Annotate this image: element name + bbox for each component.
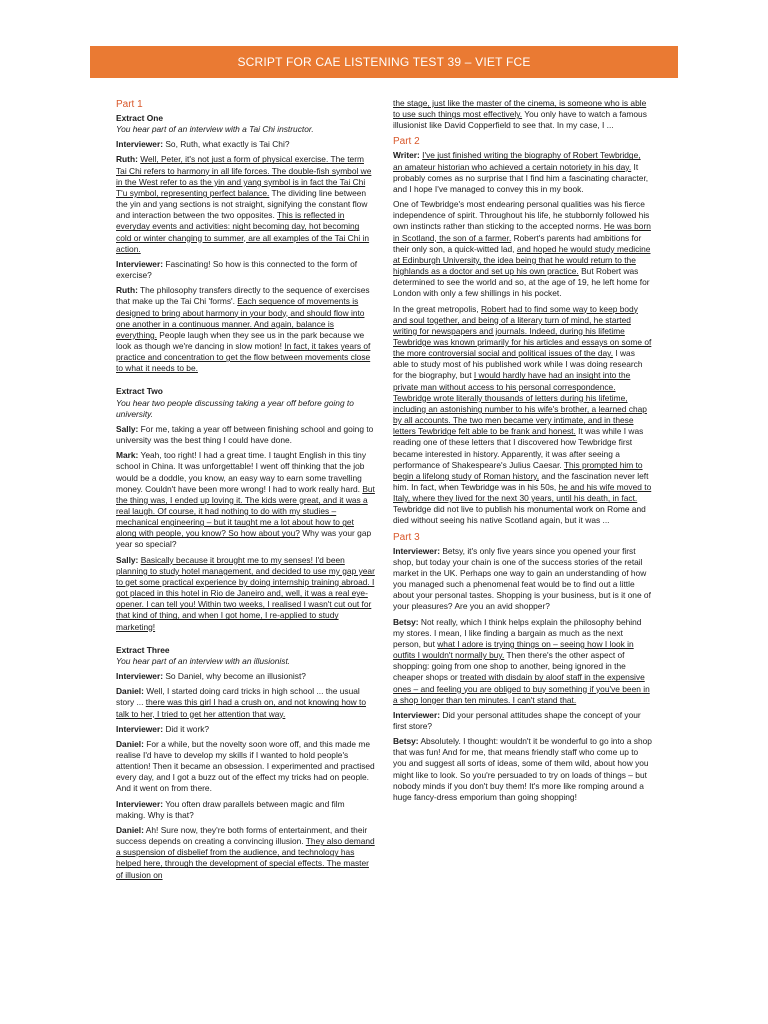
script-paragraph (116, 799, 376, 821)
speech-text: You often draw parallels between magic and film making. Why is that? (116, 798, 345, 820)
speech-text: Robert's parents had ambitions for their only son, a quick-witted lad, (393, 232, 642, 254)
speaker-label: Sally: (116, 554, 139, 565)
underlined-answer: Each sequence of movements is designed to bring about harmony in your body, and should flow into one another in a continuous manner. And again, balance is everything. (116, 296, 365, 340)
script-paragraph (116, 285, 376, 374)
document-title-banner (90, 46, 678, 78)
speech-text: Did your personal attitudes shape the concept of your first store? (393, 709, 641, 731)
speaker-label: Betsy: (393, 616, 419, 627)
speech-text: and the fascination never left him. In fact, when Tewbridge was in his 50s, (393, 470, 649, 492)
extract-one-description: You hear part of an interview with a Tai Chi instructor. (116, 124, 314, 135)
speech-text: Did it work? (163, 723, 210, 734)
speaker-label: Betsy: (393, 736, 419, 747)
extract-three-heading: Extract Three (116, 644, 170, 655)
part-1-heading: Part 1 (116, 99, 143, 110)
speaker-label: Interviewer: (116, 258, 164, 269)
script-paragraph (393, 736, 652, 803)
script-paragraph (116, 724, 376, 735)
speech-text: It probably comes as no surprise that I find him a fascinating character, and I hope I've managed to convey this in my book. (393, 161, 649, 194)
underlined-answer: treated with disdain by aloof staff in the expensive ones – and feeling you are obliged to buy something if you've been in a shop longer than ten minutes. I can't stand that. (393, 672, 650, 705)
extract-two-description: You hear two people discussing taking a year off before going to university. (116, 397, 354, 419)
speech-text: For me, taking a year off between finishing school and going to university was the best thing I could have done. (116, 423, 374, 446)
speaker-label: Interviewer: (116, 139, 164, 150)
underlined-answer: But the thing was, I ended up loving it. The kids were great, and it was a real laugh. Of course, it had nothing to do with my studies – mechanical engineering – but it taught me a lot about how to get along with people, you know? So how about you? (116, 483, 375, 539)
underlined-answer: and hoped he would study medicine at Edinburgh University, the idea being that he would return to the highlands as a doctor and set up his own practice. (393, 243, 651, 277)
speech-text: One of Tewbridge's most endearing personal qualities was his fierce independence of spirit. Throughout his life, he stubbornly followed his own instincts rather than sticking to the accepted norms. (393, 199, 650, 232)
script-paragraph (116, 424, 376, 446)
part-3-heading: Part 3 (393, 531, 420, 543)
speaker-label: Ruth: (116, 285, 138, 296)
underlined-answer: he and his wife moved to Italy, where they lived for the next 30 years, until his death, in fact. (393, 482, 652, 504)
speaker-label: Daniel: (116, 738, 144, 749)
speech-text: But Robert was determined to see the world and so, at the age of 19, he left home for London with only a few shillings in his pocket. (393, 266, 650, 299)
part-2-heading: Part 2 (393, 136, 420, 148)
speech-text: I was able to study most of his published work while I was doing research for the biography, but (393, 348, 643, 381)
speaker-label: Interviewer: (116, 671, 164, 682)
extract-two-heading: Extract Two (116, 386, 163, 397)
script-paragraph (116, 450, 376, 550)
speech-text: Yeah, too right! I had a great time. I taught English in this tiny school in China. It was unforgettable! I went off thinking that the job would be a doddle, you know, an easy way to earn some travelling money. Couldn't have been more wrong! I had to work really hard. (116, 450, 367, 494)
underlined-answer: the stage, just like the master of the cinema, is someone who is able to use such things most effectively. (393, 98, 647, 120)
speaker-label: Daniel: (116, 686, 144, 697)
speaker-label: Sally: (116, 423, 139, 434)
script-paragraph (393, 150, 652, 195)
speech-text: Why was your gap year so special? (116, 528, 372, 550)
underlined-answer: In fact, it takes years of practice and concentration to get the flow between movements close to what it needs to be. (116, 340, 371, 374)
speaker-label: Interviewer: (116, 723, 164, 734)
script-paragraph (393, 304, 652, 527)
speech-text: The dividing line between the yin and yang sections is not straight, signifying the constant flow and interaction between the two opposites. (116, 187, 368, 221)
script-paragraph (393, 710, 652, 732)
speaker-label: Mark: (116, 450, 139, 461)
speech-text: Absolutely. I thought: wouldn't it be wonderful to go into a shop that was fun! And for me, that means friendly staff who come up to you and suggest all sorts of ideas, some of them wild, about how you might like to look. So you're persuaded to try on loads of things – but nobody minds if you don't buy them! It's more like romping around a huge fancy-dress emporium than going shopping! (393, 736, 652, 802)
underlined-answer: I would hardly have had an insight into the private man without access to his personal correspondence. Tewbridge wrote literally thousands of letters during his lifetime, including an astonishing number to his wife's brother, a learned chap by all accounts. The two men became very intimate, and in these letters Tewbridge felt able to be frank and honest. (393, 370, 647, 437)
underlined-answer: I've just finished writing the biography of Robert Tewbridge, an amateur historian who achieved a certain notoriety in his day. (393, 150, 641, 172)
underlined-answer: what I adore is trying things on – seeing how I look in outfits I wouldn't normally buy. (393, 638, 634, 661)
script-paragraph (116, 259, 376, 281)
underlined-answer: He was born in Scotland, the son of a farmer. (393, 221, 651, 243)
underlined-answer: This prompted him to begin a lifelong study of Roman history, (393, 459, 643, 481)
speech-text: Tewbridge did not live to publish his monumental work on Rome and died without seeing his native Scotland again, but it was ... (393, 504, 646, 526)
script-paragraph (393, 199, 652, 299)
speaker-label: Interviewer: (116, 798, 164, 809)
script-paragraph (116, 686, 376, 719)
script-paragraph (116, 825, 376, 881)
speech-text: It was while I was reading one of these letters that I discovered how Tewbridge first became interested in history. Apparently, it was after seeing a performance of Shakespeare's Julius Caesar. (393, 426, 644, 470)
script-paragraph (116, 154, 376, 254)
underlined-answer: Basically because it brought me to my senses! I'd been planning to study hotel management, and decided to use my gap year to get some practical experience by doing internship training abroad. I got placed in this hotel in Rio de Janeiro and, well, it was a real eye-opener. I can tell you! Within two weeks, I realised I wasn't cut out for that kind of thing, and when I got home, I re-applied to study marketing! (116, 554, 375, 632)
speech-text: In the great metropolis, (393, 303, 481, 314)
script-paragraph (116, 555, 376, 633)
speech-text: Then there's the other aspect of shopping: going from one shop to another, being ignored in the cheaper shops or (393, 650, 626, 683)
script-paragraph (116, 739, 376, 795)
underlined-answer: They also demand a suspension of disbelief from the audience, and technology has helped here, through the development of special effects. The master of illusion on (116, 836, 375, 880)
left-column (116, 98, 376, 885)
speech-text: Well, I started doing card tricks in high school ... the usual story ... (116, 686, 360, 708)
document-title: SCRIPT FOR CAE LISTENING TEST 39 – VIET FCE (237, 55, 531, 69)
right-column (393, 98, 652, 807)
script-paragraph (116, 671, 376, 682)
underlined-answer: This is reflected in everyday events and activities: night becoming day, hot becoming cold or winter changing to summer, are all examples of the Tai Chi in action. (116, 210, 370, 254)
script-paragraph (393, 98, 652, 131)
script-paragraph (116, 139, 376, 150)
underlined-answer: Robert had to find some way to keep body and soul together, and being of a literary turn of mind, he started writing for newspapers and journals. Indeed, during his lifetime Tewbridge was known primarily for his articles and essays on some of the more controversial social and political issues of the day. (393, 303, 652, 359)
speaker-label: Ruth: (116, 154, 138, 165)
underlined-answer: there was this girl I had a crush on, and not knowing how to talk to her, I tried to get her attention that way. (116, 697, 367, 719)
speech-text: Not really, which I think helps explain the philosophy behind my stores. I mean, I like finding a bargain as much as the next person, but (393, 616, 642, 649)
underlined-answer: Well, Peter, it's not just a form of physical exercise. The term Tai Chi refers to harmony in all life forces. The double-fish symbol we in the West refer to as the yin and yang symbol is in fact the Tai Chi T'u symbol, representing perfect balance. (116, 154, 372, 198)
script-paragraph (393, 546, 652, 613)
speech-text: Ah! Sure now, they're both forms of entertainment, and their success depends on creating a convincing illusion. (116, 824, 368, 847)
speech-text: So, Ruth, what exactly is Tai Chi? (163, 139, 290, 150)
speech-text: People laugh when they see us in the park because we look as though we're dancing in slow motion! (116, 329, 365, 351)
speech-text: Fascinating! So how is this connected to the form of exercise? (116, 258, 358, 281)
speaker-label: Interviewer: (393, 709, 441, 720)
speech-text: The philosophy transfers directly to the sequence of exercises that make up the Tai Chi 'forms'. (116, 285, 370, 307)
speech-text: For a while, but the novelty soon wore off, and this made me realise I'd have to develop my skills if I wanted to hold people's attention! Then it became an obsession. I experimented and practised every day, and I got a buzz out of the effect my tricks had on people. And it went on from there. (116, 738, 375, 794)
speaker-label: Interviewer: (393, 545, 441, 556)
extract-one-heading: Extract One (116, 113, 164, 123)
speech-text: So Daniel, why become an illusionist? (163, 671, 306, 682)
speech-text: Betsy, it's only five years since you opened your first shop, but today your chain is one of the success stories of the retail market in the UK. Perhaps one way to gain an understanding of how you managed such a phenomenal feat would be to find out a little about your personal tastes. Shopping is your business, but is it one of your pleasures? Are you an avid shopper? (393, 545, 651, 612)
speaker-label: Writer: (393, 150, 420, 161)
speaker-label: Daniel: (116, 824, 144, 835)
speech-text: You only have to watch a famous illusionist like David Copperfield to see that. In my case, I ... (393, 109, 647, 131)
script-paragraph (393, 617, 652, 706)
extract-three-description: You hear part of an interview with an illusionist. (116, 655, 291, 666)
